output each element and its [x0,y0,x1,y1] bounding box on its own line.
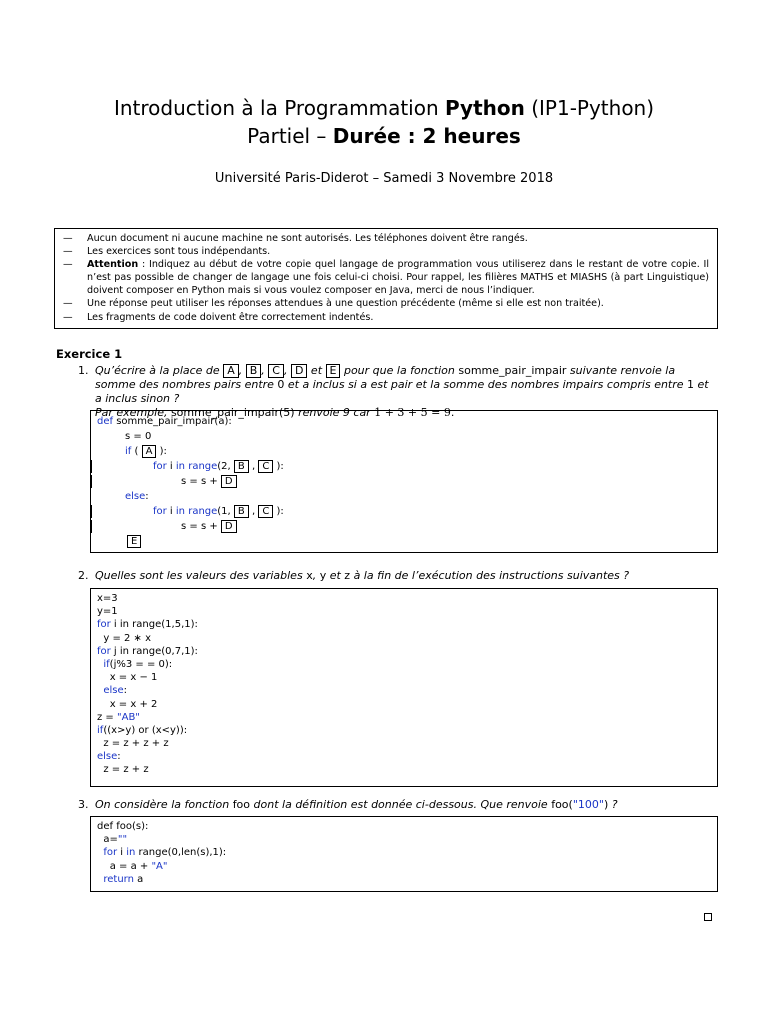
rules-box [54,228,718,329]
question-1: 1. Qu’écrire à la place de A , B , C , D et E pour que la fonction somme_pair_impair suivante renvoie la somme des nombres pairs entre 0 et a inclus si a est pair et la somme des nombres impairs compris entre 1 et a inclus sinon ? Par exemple, somme_pair_impair(5) renvoie 9 car 1 + 3 + 5 = 9. [78,364,709,419]
code-line: for j in range(0,7,1): [97,645,198,657]
code-line: for i in range(0,len(s),1): [103,847,227,859]
exam-subtitle: Université Paris-Diderot – Samedi 3 Novembre 2018 [214,171,554,186]
code-line: a="" [97,834,128,846]
placeholder-box: C [258,505,273,518]
code-line: if((x>y) or (x<y)): [97,724,188,736]
rule-item: — Aucun document ni aucune machine ne sont autorisés. Les téléphones doivent être rangés. [63,233,528,244]
placeholder-box: B [234,460,249,473]
code-line: x = x − 1 [97,672,158,684]
code-line: if(j%3 = = 0): [103,658,173,670]
code-line: s = s + D [97,474,711,489]
code-line: x=3 [97,593,118,604]
placeholder-box: D [291,364,307,378]
placeholder-box: A [142,445,157,458]
exercise-title: Exercice 1 [56,347,123,361]
rule-item: — Une réponse peut utiliser les réponses attendues à une question précédente (même si elle est non traitée). [63,298,604,310]
code-line: def foo(s): [97,821,149,832]
placeholder-box: B [246,364,262,378]
code-line: y=1 [97,606,118,618]
code-line: for i in range(2, B , C ): [97,459,711,474]
code-line: else: [103,685,128,697]
code-line: y = 2 ∗ x [97,632,152,644]
code-line: return a [103,873,144,885]
code-line: x = x + 2 [97,698,158,710]
code-line: if ( A ): [125,446,167,457]
placeholder-box: E [326,364,341,378]
code-line: z = "AB" [97,711,140,723]
placeholder-box: D [221,520,237,533]
question-3: 3. On considère la fonction foo dont la définition est donnée ci-dessous. Que renvoie foo("100") ? [78,798,618,811]
code-line: z = z + z + z [97,738,169,750]
code-line: a = a + "A" [97,860,168,872]
code-line: else: [97,751,121,763]
code-block-3 [90,816,718,892]
exam-duration: Partiel – Durée : 2 heures [247,124,521,148]
placeholder-box: A [223,364,239,378]
rule-item: — Les exercices sont tous indépendants. [63,246,271,258]
placeholder-box: C [268,364,284,378]
code-line: s = s + D [97,519,711,534]
code-line: for i in range(1, B , C ): [97,504,711,519]
rule-item: — Les fragments de code doivent être correctement indentés. [63,311,374,323]
code-block-1 [90,410,718,553]
placeholder-box: D [221,475,237,488]
exam-title: Introduction à la Programmation Python (IP1-Python) [113,96,655,120]
question-2: 2. Quelles sont les valeurs des variables x, y et z à la fin de l’exécution des instructions suivantes ? [78,569,630,582]
end-of-page-mark [704,913,712,921]
code-line: for i in range(1,5,1): [97,619,198,631]
rule-item: — Attention : Indiquez au début de votre copie quel langage de programmation vous utiliserez dans le restant de votre copie. Il n’est pas possible de changer de langage une fois celui-ci choisi. Pour rappel, les filières MATHS et MIASHS (à part Linguistique) doivent composer en Python mais si vous voulez composer en Java, merci de nous l’indiquer. [63,259,709,297]
placeholder-box: E [127,535,141,548]
code-line [97,534,711,549]
code-line: else: [125,491,149,502]
placeholder-box: C [258,460,273,473]
placeholder-box: B [234,505,249,518]
code-block-2 [90,588,718,787]
code-line: z = z + z [97,764,149,776]
code-line: s = 0 [125,431,152,442]
code-line: def somme_pair_impair(a): [97,416,232,427]
